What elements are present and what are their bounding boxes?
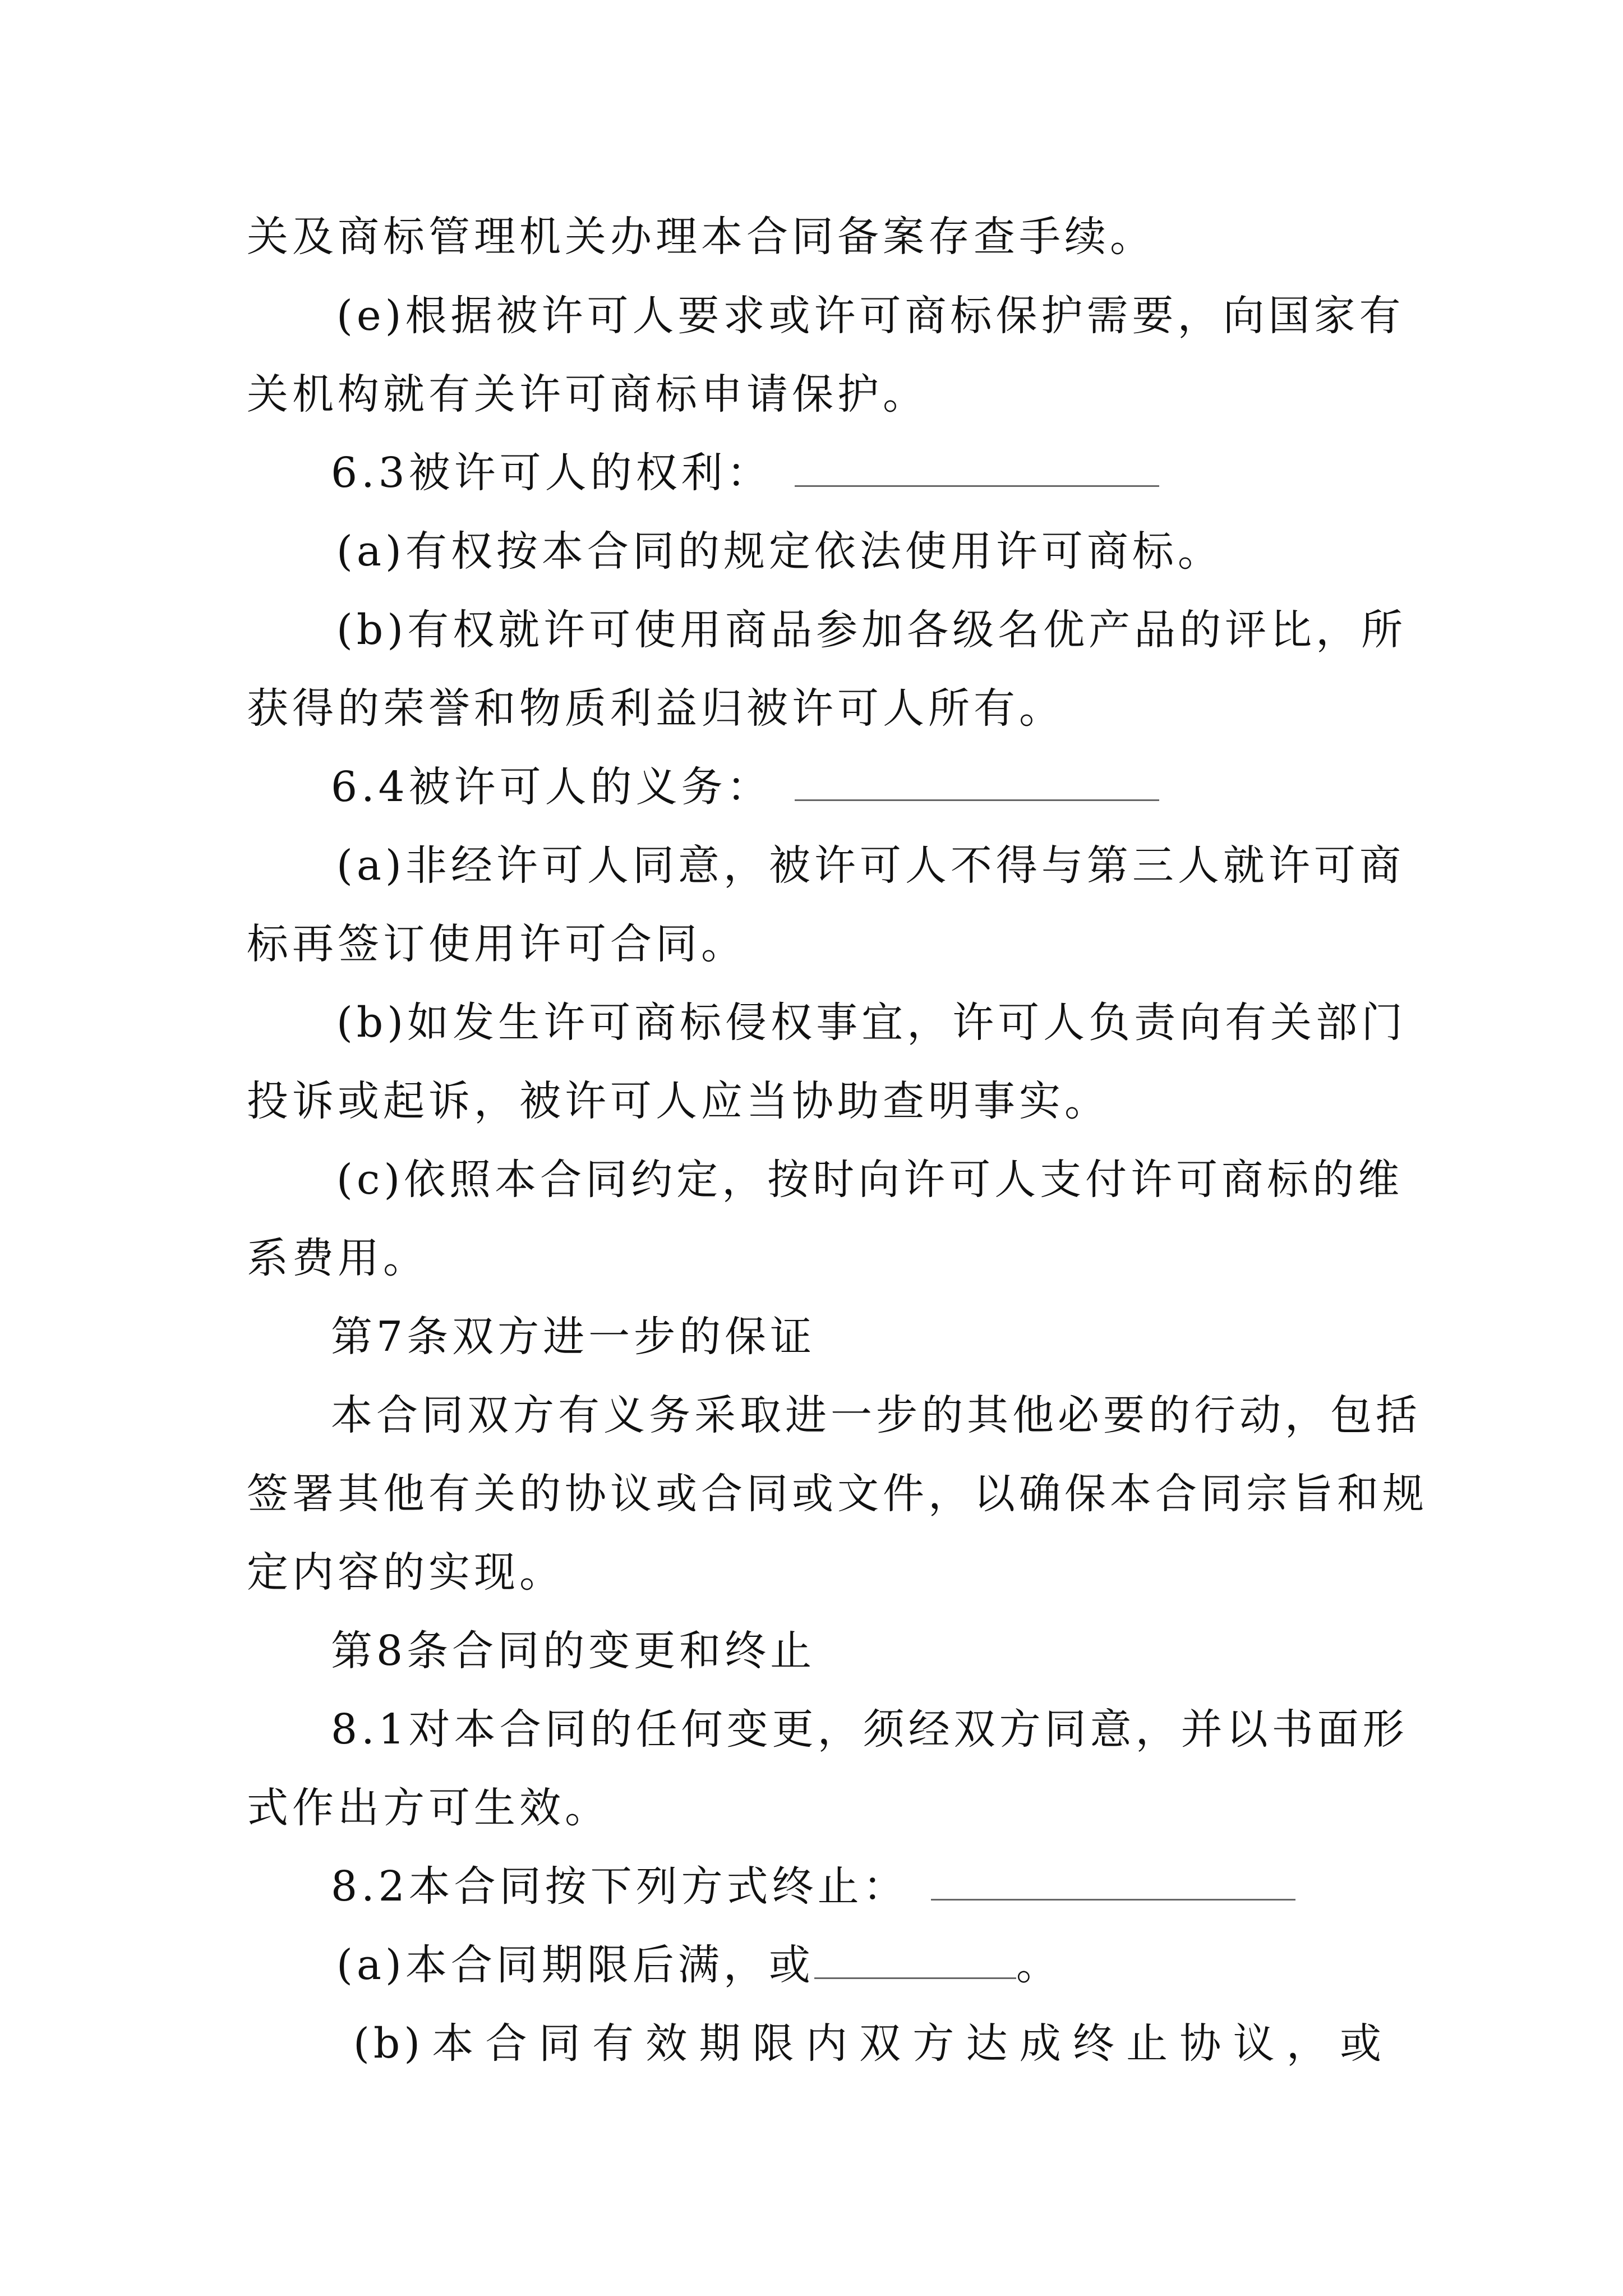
text-line: (a)非经许可人同意，被许可人不得与第三人就许可商: [336, 841, 1405, 890]
fill-in-blank[interactable]: [795, 767, 1159, 801]
text-line: 式作出方可生效。: [247, 1784, 610, 1832]
text-line: (b)有权就许可使用商品参加各级名优产品的评比，所: [336, 606, 1407, 654]
clause-8-2-line: [331, 1862, 1385, 1911]
clause-6-4-line: [331, 763, 1385, 811]
clause-6-3-heading: 6.3被许可人的权利：: [331, 449, 772, 497]
clause-6-3-line: [331, 449, 1385, 497]
article-8-heading: 第8条合同的变更和终止: [331, 1627, 816, 1675]
text-line: (c)依照本合同约定，按时向许可人支付许可商标的维: [336, 1156, 1404, 1204]
text-line: (b)如发生许可商标侵权事宜，许可人负责向有关部门: [336, 999, 1407, 1047]
text-line: 投诉或起诉，被许可人应当协助查明事实。: [247, 1077, 1110, 1125]
text-line: 标再签订使用许可合同。: [247, 920, 746, 968]
clause-8-2-a-line: [336, 1941, 1385, 1989]
text-line: 获得的荣誉和物质利益归被许可人所有。: [247, 684, 1064, 733]
text-line: 关机构就有关许可商标申请保护。: [247, 370, 928, 418]
clause-8-2-a-text: (a)本合同期限后满，或: [336, 1941, 814, 1989]
fill-in-blank[interactable]: [814, 1945, 1016, 1979]
text-line: 8.1对本合同的任何变更，须经双方同意，并以书面形: [331, 1705, 1408, 1754]
article-7-heading: 第7条双方进一步的保证: [331, 1313, 816, 1361]
text-line: (b)本合同有效期限内双方达成终止协议，或: [353, 2019, 1385, 2068]
text-line: (a)有权按本合同的规定依法使用许可商标。: [336, 527, 1223, 576]
text-line: 签署其他有关的协议或合同或文件，以确保本合同宗旨和规: [247, 1470, 1428, 1518]
clause-6-4-heading: 6.4被许可人的义务：: [331, 763, 772, 811]
clause-8-2-heading: 8.2本合同按下列方式终止：: [331, 1862, 909, 1911]
text-line: 系费用。: [247, 1234, 428, 1282]
text-line: 定内容的实现。: [247, 1548, 565, 1596]
clause-8-2-a-end: 。: [1016, 1941, 1062, 1989]
text-line: (e)根据被许可人要求或许可商标保护需要，向国家有: [336, 292, 1405, 340]
text-line: 本合同双方有义务采取进一步的其他必要的行动，包括: [331, 1391, 1421, 1439]
fill-in-blank[interactable]: [795, 453, 1159, 487]
text-line: 关及商标管理机关办理本合同备案存查手续。: [247, 213, 1155, 261]
fill-in-blank[interactable]: [931, 1866, 1295, 1901]
